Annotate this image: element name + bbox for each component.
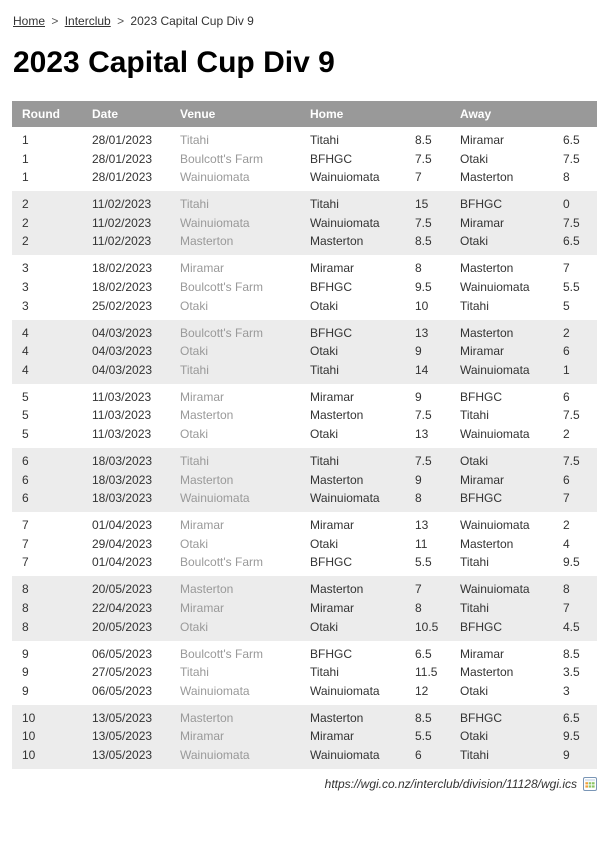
home-score-cell: 8	[415, 261, 422, 276]
away-score-cell: 2	[563, 518, 570, 533]
home-team-cell: Titahi	[310, 362, 339, 377]
round-cell: 4	[22, 325, 29, 340]
home-team-cell: Otaki	[310, 298, 339, 313]
home-score-cell: 7.5	[415, 215, 432, 230]
away-team-cell: BFHGC	[460, 491, 502, 506]
home-team-cell: Wainuiomata	[310, 170, 380, 185]
breadcrumb-link-home[interactable]: Home	[13, 14, 46, 28]
date-cell: 01/04/2023	[92, 555, 153, 570]
match-row	[12, 682, 597, 705]
match-row	[12, 361, 597, 384]
round-cell: 6	[22, 472, 29, 487]
home-team-cell: Miramar	[310, 518, 354, 533]
away-score-cell: 4.5	[563, 619, 580, 634]
away-team-cell: Titahi	[460, 408, 489, 423]
date-cell: 01/04/2023	[92, 518, 153, 533]
away-score-cell: 5.5	[563, 279, 580, 294]
date-cell: 22/04/2023	[92, 600, 153, 615]
round-cell: 6	[22, 491, 29, 506]
away-score-cell: 2	[563, 325, 570, 340]
date-cell: 13/05/2023	[92, 710, 153, 725]
venue-cell: Miramar	[180, 600, 224, 615]
away-score-cell: 7	[563, 600, 570, 615]
home-team-cell: Miramar	[310, 729, 354, 744]
date-cell: 11/03/2023	[92, 389, 152, 404]
round-cell: 9	[22, 646, 29, 661]
date-cell: 04/03/2023	[92, 325, 153, 340]
round-group	[12, 448, 597, 512]
round-cell: 5	[22, 408, 29, 423]
round-group	[12, 384, 597, 448]
header-row	[12, 101, 597, 127]
match-row	[12, 489, 597, 512]
venue-cell: Masterton	[180, 710, 234, 725]
venue-cell: Wainuiomata	[180, 170, 250, 185]
away-team-cell: Otaki	[460, 453, 489, 468]
away-team-cell: Titahi	[460, 555, 489, 570]
date-cell: 04/03/2023	[92, 362, 153, 377]
round-cell: 1	[22, 133, 29, 147]
home-team-cell: Otaki	[310, 344, 339, 359]
home-score-cell: 5.5	[415, 555, 432, 570]
venue-cell: Masterton	[180, 582, 234, 597]
date-cell: 25/02/2023	[92, 298, 153, 313]
breadcrumb	[0, 0, 609, 28]
match-row	[12, 233, 597, 256]
match-row	[12, 535, 597, 554]
match-row	[12, 599, 597, 618]
venue-cell: Wainuiomata	[180, 491, 250, 506]
venue-cell: Otaki	[180, 298, 209, 313]
home-team-cell: Masterton	[310, 582, 364, 597]
away-score-cell: 9.5	[563, 555, 580, 570]
venue-cell: Otaki	[180, 344, 209, 359]
round-cell: 3	[22, 261, 29, 276]
home-score-cell: 6	[415, 747, 422, 762]
away-team-cell: Masterton	[460, 536, 514, 551]
ics-link[interactable]: https://wgi.co.nz/interclub/division/11128/wgi.ics	[324, 776, 577, 791]
home-score-cell: 7.5	[415, 453, 432, 468]
home-team-cell: BFHGC	[310, 279, 352, 294]
venue-cell: Boulcott's Farm	[180, 646, 263, 661]
away-score-cell: 7.5	[563, 151, 580, 166]
home-team-cell: Wainuiomata	[310, 491, 380, 506]
round-group	[12, 320, 597, 384]
match-row	[12, 384, 597, 407]
away-score-cell: 6	[563, 344, 570, 359]
home-team-cell: Masterton	[310, 234, 364, 249]
away-score-cell: 4	[563, 536, 570, 551]
away-team-cell: Otaki	[460, 151, 489, 166]
date-cell: 11/03/2023	[92, 426, 152, 441]
away-team-cell: BFHGC	[460, 197, 502, 212]
venue-cell: Masterton	[180, 408, 234, 423]
away-team-cell: Masterton	[460, 261, 514, 276]
breadcrumb-current: 2023 Capital Cup Div 9	[130, 14, 254, 28]
home-team-cell: Miramar	[310, 600, 354, 615]
match-row	[12, 576, 597, 599]
date-cell: 18/03/2023	[92, 491, 153, 506]
match-row	[12, 278, 597, 297]
venue-cell: Titahi	[180, 197, 209, 212]
round-cell: 7	[22, 536, 29, 551]
away-score-cell: 6.5	[563, 710, 580, 725]
home-score-cell: 11	[415, 536, 428, 551]
date-cell: 18/02/2023	[92, 279, 153, 294]
match-row	[12, 407, 597, 426]
home-team-cell: Wainuiomata	[310, 683, 380, 698]
away-team-cell: Otaki	[460, 683, 489, 698]
home-score-cell: 9.5	[415, 279, 432, 294]
home-score-cell: 8.5	[415, 710, 432, 725]
table-footer	[12, 777, 597, 791]
column-header-away-score	[553, 101, 597, 127]
home-team-cell: Otaki	[310, 619, 339, 634]
away-team-cell: Titahi	[460, 600, 489, 615]
date-cell: 18/03/2023	[92, 472, 153, 487]
date-cell: 27/05/2023	[92, 665, 153, 680]
venue-cell: Miramar	[180, 518, 224, 533]
home-score-cell: 10.5	[415, 619, 439, 634]
date-cell: 28/01/2023	[92, 133, 153, 147]
column-header-away: Away	[450, 101, 553, 127]
away-team-cell: BFHGC	[460, 389, 502, 404]
match-row	[12, 471, 597, 490]
away-team-cell: Miramar	[460, 133, 504, 147]
calendar-icon[interactable]	[583, 777, 597, 791]
home-team-cell: Miramar	[310, 389, 354, 404]
away-score-cell: 8	[563, 582, 570, 597]
home-team-cell: BFHGC	[310, 325, 352, 340]
round-group	[12, 191, 597, 255]
away-team-cell: Otaki	[460, 234, 489, 249]
venue-cell: Masterton	[180, 472, 234, 487]
home-team-cell: Wainuiomata	[310, 215, 380, 230]
venue-cell: Titahi	[180, 362, 209, 377]
date-cell: 04/03/2023	[92, 344, 153, 359]
date-cell: 20/05/2023	[92, 582, 153, 597]
match-row	[12, 448, 597, 471]
round-cell: 8	[22, 582, 29, 597]
away-team-cell: Miramar	[460, 215, 504, 230]
away-score-cell: 7.5	[563, 453, 580, 468]
away-team-cell: Miramar	[460, 472, 504, 487]
date-cell: 06/05/2023	[92, 683, 153, 698]
round-cell: 9	[22, 665, 29, 680]
match-row	[12, 618, 597, 641]
match-row	[12, 320, 597, 343]
away-score-cell: 6.5	[563, 234, 580, 249]
home-team-cell: Masterton	[310, 710, 364, 725]
round-cell: 2	[22, 234, 29, 249]
round-group	[12, 705, 597, 769]
venue-cell: Otaki	[180, 619, 209, 634]
home-score-cell: 13	[415, 518, 429, 533]
page-title: 2023 Capital Cup Div 9	[13, 46, 335, 79]
match-row	[12, 746, 597, 769]
away-score-cell: 0	[563, 197, 570, 212]
away-team-cell: Wainuiomata	[460, 279, 530, 294]
match-row	[12, 168, 597, 191]
venue-cell: Otaki	[180, 536, 209, 551]
date-cell: 20/05/2023	[92, 619, 153, 634]
away-team-cell: BFHGC	[460, 710, 502, 725]
away-team-cell: Masterton	[460, 665, 514, 680]
home-team-cell: Titahi	[310, 665, 339, 680]
round-cell: 3	[22, 279, 29, 294]
home-team-cell: Otaki	[310, 536, 339, 551]
away-team-cell: Miramar	[460, 344, 504, 359]
home-team-cell: Masterton	[310, 408, 364, 423]
away-score-cell: 6	[563, 389, 570, 404]
away-score-cell: 9.5	[563, 729, 580, 744]
away-team-cell: Masterton	[460, 170, 514, 185]
round-cell: 5	[22, 426, 29, 441]
away-score-cell: 7.5	[563, 215, 580, 230]
venue-cell: Masterton	[180, 234, 234, 249]
date-cell: 06/05/2023	[92, 646, 153, 661]
date-cell: 29/04/2023	[92, 536, 153, 551]
home-score-cell: 5.5	[415, 729, 432, 744]
away-score-cell: 1	[563, 362, 570, 377]
column-header-date: Date	[82, 101, 170, 127]
round-cell: 1	[22, 151, 29, 166]
match-row	[12, 641, 597, 664]
away-score-cell: 6.5	[563, 133, 580, 147]
venue-cell: Wainuiomata	[180, 683, 250, 698]
round-cell: 4	[22, 362, 29, 377]
away-score-cell: 8.5	[563, 646, 580, 661]
away-score-cell: 7	[563, 261, 570, 276]
home-score-cell: 7	[415, 170, 422, 185]
match-row	[12, 150, 597, 169]
date-cell: 18/03/2023	[92, 453, 153, 468]
away-team-cell: BFHGC	[460, 619, 502, 634]
match-row	[12, 127, 597, 150]
home-score-cell: 9	[415, 344, 422, 359]
away-score-cell: 3	[563, 683, 570, 698]
away-score-cell: 9	[563, 747, 570, 762]
round-cell: 6	[22, 453, 29, 468]
breadcrumb-link-interclub[interactable]: Interclub	[64, 14, 111, 28]
home-score-cell: 12	[415, 683, 429, 698]
date-cell: 11/02/2023	[92, 234, 152, 249]
breadcrumb-separator: >	[113, 14, 128, 28]
column-header-venue: Venue	[170, 101, 300, 127]
round-cell: 10	[22, 729, 36, 744]
home-score-cell: 7	[415, 582, 422, 597]
venue-cell: Otaki	[180, 426, 209, 441]
match-row	[12, 663, 597, 682]
match-row	[12, 512, 597, 535]
venue-cell: Boulcott's Farm	[180, 555, 263, 570]
date-cell: 11/02/2023	[92, 197, 152, 212]
match-row	[12, 342, 597, 361]
date-cell: 28/01/2023	[92, 151, 153, 166]
round-group	[12, 255, 597, 319]
away-score-cell: 8	[563, 170, 570, 185]
date-cell: 13/05/2023	[92, 729, 153, 744]
round-group	[12, 512, 597, 576]
home-team-cell: Miramar	[310, 261, 354, 276]
venue-cell: Boulcott's Farm	[180, 279, 263, 294]
away-team-cell: Otaki	[460, 729, 489, 744]
match-row	[12, 705, 597, 728]
venue-cell: Wainuiomata	[180, 747, 250, 762]
home-team-cell: Titahi	[310, 197, 339, 212]
round-cell: 3	[22, 298, 29, 313]
home-score-cell: 11.5	[415, 665, 438, 680]
venue-cell: Titahi	[180, 665, 209, 680]
breadcrumb-separator: >	[48, 14, 62, 28]
away-team-cell: Masterton	[460, 325, 514, 340]
round-cell: 7	[22, 518, 29, 533]
away-team-cell: Titahi	[460, 747, 489, 762]
home-team-cell: Otaki	[310, 426, 339, 441]
home-team-cell: Masterton	[310, 472, 364, 487]
round-cell: 2	[22, 197, 29, 212]
home-team-cell: BFHGC	[310, 151, 352, 166]
home-score-cell: 8.5	[415, 133, 432, 147]
round-group	[12, 127, 597, 191]
home-score-cell: 6.5	[415, 646, 432, 661]
away-score-cell: 3.5	[563, 665, 580, 680]
home-score-cell: 8	[415, 491, 422, 506]
column-header-home: Home	[300, 101, 405, 127]
round-group	[12, 576, 597, 640]
home-score-cell: 13	[415, 426, 429, 441]
date-cell: 28/01/2023	[92, 170, 153, 185]
home-team-cell: BFHGC	[310, 646, 352, 661]
round-cell: 2	[22, 215, 29, 230]
away-team-cell: Wainuiomata	[460, 582, 530, 597]
match-row	[12, 554, 597, 577]
match-row	[12, 214, 597, 233]
venue-cell: Miramar	[180, 261, 224, 276]
away-team-cell: Wainuiomata	[460, 518, 530, 533]
venue-cell: Wainuiomata	[180, 215, 250, 230]
home-score-cell: 9	[415, 472, 422, 487]
table-header	[12, 101, 597, 127]
venue-cell: Miramar	[180, 729, 224, 744]
venue-cell: Titahi	[180, 453, 209, 468]
venue-cell: Boulcott's Farm	[180, 325, 263, 340]
round-cell: 7	[22, 555, 29, 570]
home-score-cell: 13	[415, 325, 429, 340]
away-team-cell: Wainuiomata	[460, 362, 530, 377]
home-team-cell: Titahi	[310, 133, 339, 147]
away-score-cell: 6	[563, 472, 570, 487]
column-header-round: Round	[12, 101, 82, 127]
away-team-cell: Miramar	[460, 646, 504, 661]
home-score-cell: 7.5	[415, 408, 432, 423]
home-score-cell: 7.5	[415, 151, 432, 166]
home-score-cell: 8	[415, 600, 422, 615]
match-row	[12, 255, 597, 278]
home-score-cell: 15	[415, 197, 429, 212]
date-cell: 18/02/2023	[92, 261, 153, 276]
home-score-cell: 9	[415, 389, 422, 404]
away-team-cell: Wainuiomata	[460, 426, 530, 441]
date-cell: 13/05/2023	[92, 747, 153, 762]
match-row	[12, 727, 597, 746]
round-cell: 8	[22, 619, 29, 634]
home-score-cell: 10	[415, 298, 429, 313]
round-cell: 10	[22, 710, 36, 725]
venue-cell: Miramar	[180, 389, 224, 404]
match-row	[12, 425, 597, 448]
round-cell: 1	[22, 170, 29, 185]
venue-cell: Boulcott's Farm	[180, 151, 263, 166]
home-team-cell: Titahi	[310, 453, 339, 468]
away-score-cell: 5	[563, 298, 570, 313]
round-cell: 9	[22, 683, 29, 698]
round-cell: 5	[22, 389, 29, 404]
home-score-cell: 8.5	[415, 234, 432, 249]
date-cell: 11/02/2023	[92, 215, 152, 230]
away-team-cell: Titahi	[460, 298, 489, 313]
date-cell: 11/03/2023	[92, 408, 152, 423]
column-header-home-score	[405, 101, 450, 127]
away-score-cell: 2	[563, 426, 570, 441]
away-score-cell: 7	[563, 491, 570, 506]
away-score-cell: 7.5	[563, 408, 580, 423]
round-cell: 10	[22, 747, 36, 762]
round-group	[12, 641, 597, 705]
match-row	[12, 191, 597, 214]
schedule-table	[12, 101, 597, 769]
home-score-cell: 14	[415, 362, 429, 377]
match-row	[12, 297, 597, 320]
home-team-cell: BFHGC	[310, 555, 352, 570]
round-cell: 4	[22, 344, 29, 359]
venue-cell: Titahi	[180, 133, 209, 147]
round-cell: 8	[22, 600, 29, 615]
home-team-cell: Wainuiomata	[310, 747, 380, 762]
